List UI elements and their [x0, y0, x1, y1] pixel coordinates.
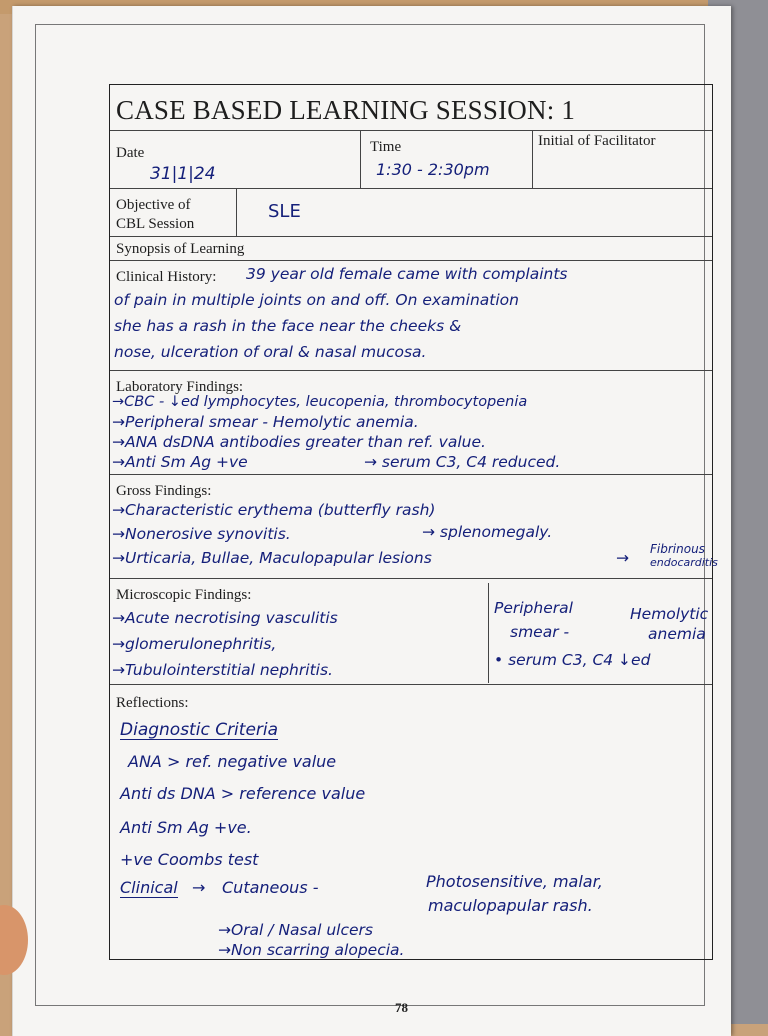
microscopic-line: →Acute necrotising vasculitis [112, 609, 338, 627]
objective-label-line1: Objective of [116, 197, 191, 213]
gross-section [110, 475, 718, 579]
clinical-sub-line: →Non scarring alopecia. [218, 941, 405, 959]
microscopic-right-line: Hemolytic [630, 605, 709, 623]
clinical-history-line: nose, ulceration of oral & nasal mucosa. [114, 343, 427, 361]
laboratory-section [110, 371, 712, 475]
gross-line: →Characteristic erythema (butterfly rash) [112, 501, 436, 519]
time-label: Time [370, 139, 402, 155]
microscopic-line: →Tubulointerstitial nephritis. [112, 661, 333, 679]
synopsis-label: Synopsis of Learning [116, 241, 245, 257]
reflection-line: ANA > ref. negative value [128, 752, 337, 771]
reflections-label: Reflections: [116, 695, 189, 711]
microscopic-line: →glomerulonephritis, [112, 635, 277, 653]
clinical-detail: Photosensitive, malar, [426, 872, 603, 891]
laboratory-line: →Anti Sm Ag +ve [112, 453, 248, 471]
microscopic-right-line: smear - [510, 623, 570, 641]
synopsis-row [110, 237, 712, 261]
gross-line: →Urticaria, Bullae, Maculopapular lesions [112, 549, 432, 567]
microscopic-label: Microscopic Findings: [116, 587, 252, 603]
clinical-sub-line: →Oral / Nasal ulcers [218, 921, 373, 939]
clinical-type: Cutaneous - [222, 878, 319, 897]
diagnostic-criteria-heading: Diagnostic Criteria [120, 720, 279, 740]
clinical-arrow: → [192, 878, 206, 897]
gross-label: Gross Findings: [116, 483, 212, 499]
gross-overflow-line2: endocarditis [650, 556, 718, 569]
laboratory-label: Laboratory Findings: [116, 379, 244, 395]
objective-label-line2: CBL Session [116, 216, 195, 232]
gross-overflow-arrow: → [616, 549, 629, 567]
laboratory-line: →Peripheral smear - Hemolytic anemia. [112, 413, 419, 431]
reflection-line: Anti Sm Ag +ve. [120, 818, 252, 837]
time-value: 1:30 - 2:30pm [376, 160, 490, 179]
cbl-form [109, 84, 718, 960]
clinical-history-line: 39 year old female came with complaints [246, 265, 568, 283]
meta-row [110, 131, 712, 189]
microscopic-right-line: Peripheral [494, 599, 573, 617]
page-number: 78 [395, 1000, 408, 1015]
date-label: Date [116, 145, 145, 161]
reflections-section [110, 685, 712, 959]
clinical-history-line: of pain in multiple joints on and off. On examination [114, 291, 519, 309]
gross-overflow-line1: Fibrinous [650, 542, 705, 556]
clinical-history-line: she has a rash in the face near the cheeks & [114, 317, 462, 335]
clinical-detail: maculopapular rash. [428, 896, 593, 915]
clinical-history-label: Clinical History: [116, 269, 217, 285]
facilitator-label: Initial of Facilitator [538, 133, 656, 149]
microscopic-right-line: anemia [648, 625, 706, 643]
gross-line: →Nonerosive synovitis. [112, 525, 291, 543]
page-title: CASE BASED LEARNING SESSION: 1 [116, 95, 576, 125]
reflection-line: +ve Coombs test [120, 850, 259, 869]
laboratory-line: →CBC - ↓ed lymphocytes, leucopenia, thrombocytopenia [112, 394, 528, 410]
objective-row [110, 189, 712, 237]
gross-side-note: → splenomegaly. [422, 523, 553, 541]
notebook-page [12, 6, 731, 1036]
clinical-label: Clinical [120, 878, 178, 897]
date-value: 31|1|24 [150, 164, 216, 184]
reflection-line: Anti ds DNA > reference value [120, 784, 366, 803]
objective-value: SLE [268, 201, 301, 222]
laboratory-line: →ANA dsDNA antibodies greater than ref. value. [112, 433, 486, 451]
laboratory-side-note: → serum C3, C4 reduced. [364, 453, 561, 471]
clinical-history-section [110, 261, 712, 371]
title-row [110, 85, 712, 131]
microscopic-section [110, 579, 712, 685]
microscopic-right-line: • serum C3, C4 ↓ed [494, 651, 651, 669]
